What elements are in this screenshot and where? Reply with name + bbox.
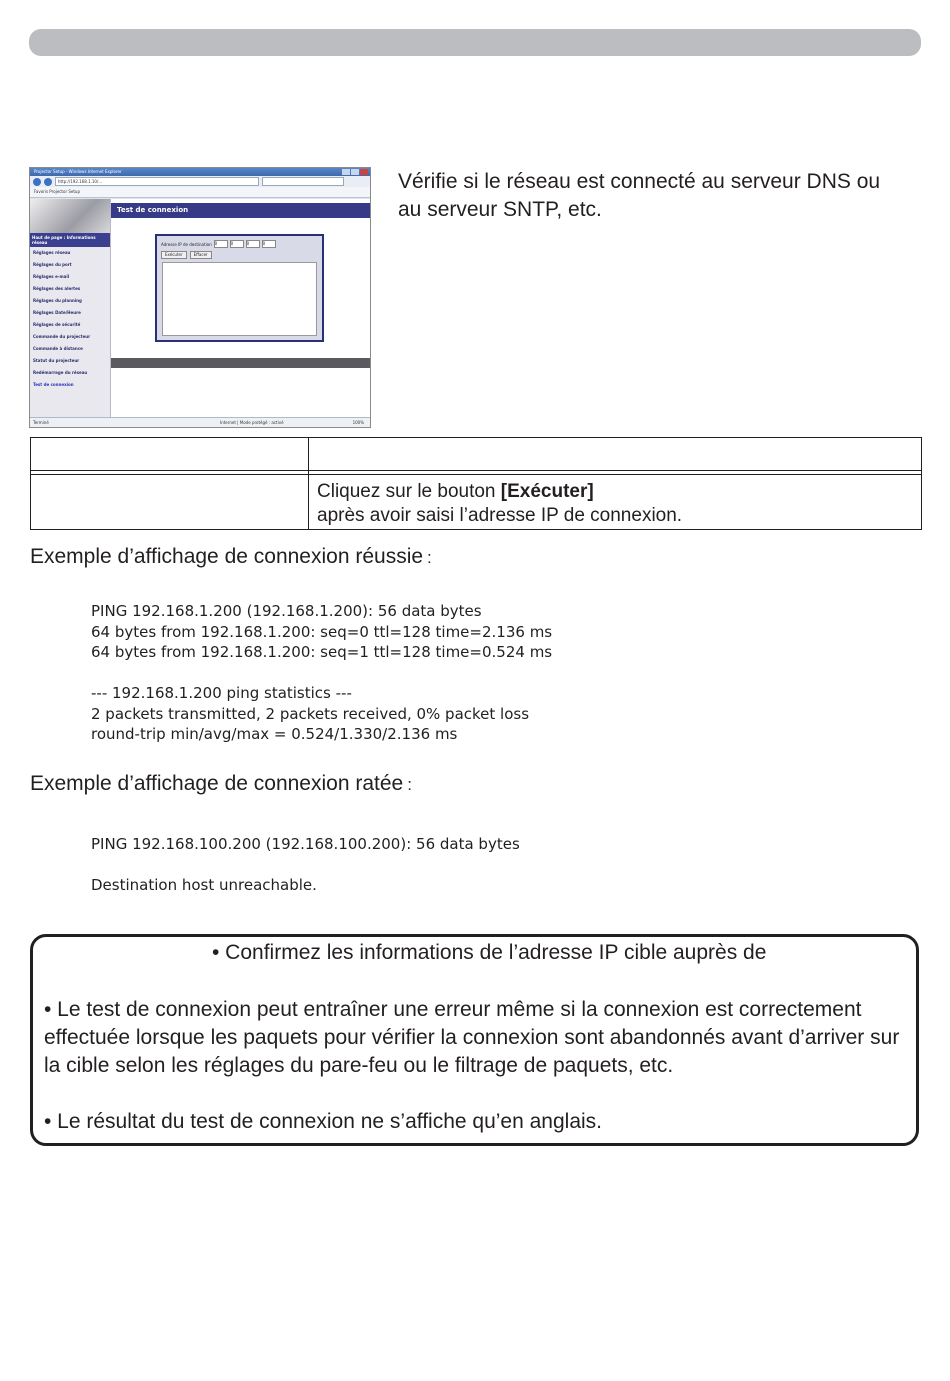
back-icon[interactable] bbox=[33, 178, 41, 186]
sidebar-item[interactable]: Statut du projecteur bbox=[33, 358, 80, 363]
output-line: PING 192.168.1.200 (192.168.1.200): 56 data bytes bbox=[91, 602, 482, 620]
ip-octet-1-field[interactable]: 0 bbox=[214, 240, 228, 248]
failure-ping-output bbox=[91, 834, 520, 896]
maximize-icon[interactable] bbox=[351, 169, 359, 175]
table-divider bbox=[31, 470, 921, 471]
sidebar-item[interactable]: Réglages réseau bbox=[33, 250, 71, 255]
table-cell-instruction bbox=[317, 480, 682, 528]
status-text: Terminé bbox=[33, 420, 49, 425]
main-content bbox=[111, 199, 370, 418]
ip-octet-4-field[interactable]: 0 bbox=[262, 240, 276, 248]
sidebar-item[interactable]: Réglages des alertes bbox=[33, 286, 81, 291]
success-example-label bbox=[30, 543, 432, 572]
output-line bbox=[91, 663, 552, 684]
sidebar-item[interactable]: Commande à distance bbox=[33, 346, 83, 351]
sidebar-item[interactable]: Réglages de sécurité bbox=[33, 322, 81, 327]
success-ping-output bbox=[91, 601, 552, 745]
instruction-text: Cliquez sur le bouton bbox=[317, 481, 501, 502]
output-line bbox=[91, 855, 520, 876]
sidebar-item[interactable]: Réglages du port bbox=[33, 262, 72, 267]
sidebar bbox=[30, 199, 111, 418]
browser-title: Projector Setup - Windows Internet Explorer bbox=[34, 169, 122, 174]
favorites-bar[interactable]: Favoris Projector Setup bbox=[30, 187, 370, 198]
result-output-area bbox=[162, 262, 317, 336]
footer-bar bbox=[111, 358, 370, 368]
window-controls bbox=[342, 169, 368, 175]
sidebar-item-top-page[interactable]: Haut de page : Informations réseau bbox=[30, 233, 110, 247]
note-item-firewall: • Le test de connexion peut entraîner une erreur même si la connexion est correctement effectuée lorsque les paquets pour vérifier la connexion sont abandonnés avant d’arriver sur la cible selon les réglages du pare-feu ou le filtrage de paquets, etc. bbox=[44, 998, 900, 1077]
sidebar-item[interactable]: Test de connexion bbox=[33, 382, 74, 387]
status-zone: Internet | Mode protégé : activé bbox=[220, 420, 284, 425]
note-box bbox=[30, 934, 919, 1146]
function-description: Vérifie si le réseau est connecté au serveur DNS ou au serveur SNTP, etc. bbox=[398, 170, 881, 221]
ip-octet-3-field[interactable]: 0 bbox=[246, 240, 260, 248]
output-line: PING 192.168.100.200 (192.168.100.200): 56 data bytes bbox=[91, 835, 520, 853]
projector-logo bbox=[30, 199, 110, 233]
page-heading: Test de connexion bbox=[111, 203, 370, 218]
sidebar-item[interactable]: Réglages Date/Heure bbox=[33, 310, 81, 315]
browser-address-row bbox=[30, 176, 370, 187]
output-line: --- 192.168.1.200 ping statistics --- bbox=[91, 684, 352, 702]
browser-status-bar bbox=[30, 417, 370, 427]
header-bar bbox=[29, 29, 921, 56]
close-icon[interactable] bbox=[360, 169, 368, 175]
settings-table bbox=[30, 437, 922, 530]
failure-example-title: Exemple d’affichage de connexion ratée bbox=[30, 772, 404, 795]
clear-button[interactable]: Effacer bbox=[190, 251, 212, 259]
output-line: 2 packets transmitted, 2 packets received, 0% packet loss bbox=[91, 704, 530, 723]
address-bar[interactable]: http://192.168.1.10/... bbox=[55, 177, 259, 186]
sidebar-item[interactable]: Commande du projecteur bbox=[33, 334, 91, 339]
note-item-confirm: • Confirmez les informations de l’adresse IP cible auprès de bbox=[212, 941, 767, 964]
connection-test-screenshot bbox=[29, 167, 371, 428]
output-line: Destination host unreachable. bbox=[91, 876, 317, 894]
sidebar-item[interactable]: Redémarrage du réseau bbox=[33, 370, 88, 375]
minimize-icon[interactable] bbox=[342, 169, 350, 175]
zoom-level[interactable]: 100% bbox=[352, 420, 364, 425]
table-divider bbox=[31, 474, 921, 475]
sidebar-item[interactable]: Réglages du planning bbox=[33, 298, 82, 303]
instruction-text-line2: après avoir saisi l’adresse IP de connexion. bbox=[317, 505, 683, 526]
browser-title-bar bbox=[30, 168, 370, 176]
execute-button[interactable]: Exécuter bbox=[161, 251, 187, 259]
table-column-divider bbox=[308, 438, 309, 529]
destination-ip-label: Adresse IP de destination bbox=[161, 241, 212, 247]
output-line: round-trip min/avg/max = 0.524/1.330/2.136 ms bbox=[91, 725, 458, 743]
browser-content bbox=[30, 199, 370, 418]
success-example-title: Exemple d’affichage de connexion réussie bbox=[30, 545, 424, 568]
sidebar-item[interactable]: Réglages e-mail bbox=[33, 274, 70, 279]
browser-search-field[interactable] bbox=[262, 177, 344, 186]
output-line: 64 bytes from 192.168.1.200: seq=1 ttl=128 time=0.524 ms bbox=[91, 643, 553, 661]
forward-icon[interactable] bbox=[44, 178, 52, 186]
failure-example-label bbox=[30, 770, 412, 799]
ip-octet-2-field[interactable]: 0 bbox=[230, 240, 244, 248]
execute-button-reference: [Exécuter] bbox=[500, 481, 594, 502]
note-item-english: • Le résultat du test de connexion ne s’affiche qu’en anglais. bbox=[44, 1110, 603, 1133]
colon: : bbox=[427, 548, 432, 567]
connection-test-panel bbox=[155, 234, 324, 342]
colon: : bbox=[407, 775, 412, 794]
output-line: 64 bytes from 192.168.1.200: seq=0 ttl=128 time=2.136 ms bbox=[91, 622, 553, 641]
